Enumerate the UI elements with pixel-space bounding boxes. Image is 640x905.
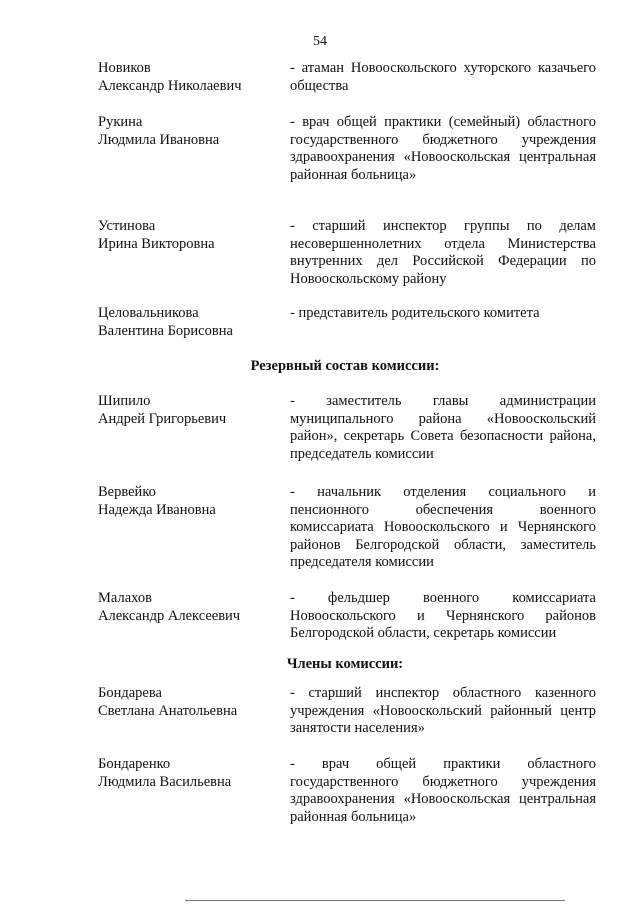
member-surname: Вервейко <box>98 484 156 500</box>
member-role: - старший инспектор областного казенного учреждения «Новооскольский районный центр занятости населения» <box>290 685 596 736</box>
member-name <box>98 484 278 519</box>
member-given-name: Александр Алексеевич <box>98 607 241 624</box>
member-role: - начальник отделения социального и пенсионного обеспечения военного комиссариата Новооскольского и Чернянского районов Белгородской области, заместитель председателя комиссии <box>290 484 596 570</box>
member-role: - атаман Новооскольского хуторского казачьего общества <box>290 60 596 94</box>
member-surname: Бондаренко <box>98 756 171 772</box>
member-name <box>98 756 278 791</box>
member-surname: Устинова <box>98 218 156 234</box>
member-role: - старший инспектор группы по делам несовершеннолетних отдела Министерства внутренних дел Российской Федерации по Новооскольскому району <box>290 218 596 287</box>
section-heading-members: Члены комиссии: <box>286 656 404 672</box>
member-given-name: Людмила Васильевна <box>98 773 232 790</box>
member-name <box>98 590 278 625</box>
member-surname: Целовальникова <box>98 305 199 321</box>
member-role: - врач общей практики (семейный) областного государственного бюджетного учреждения здравоохранения «Новооскольская центральная районная больница» <box>290 114 596 183</box>
member-name <box>98 60 278 95</box>
member-name <box>98 393 278 428</box>
page-number: 54 <box>313 34 327 49</box>
member-name <box>98 114 278 149</box>
member-given-name: Ирина Викторовна <box>98 235 215 252</box>
member-role: - фельдшер военного комиссариата Новооскольского и Чернянского районов Белгородской области, секретарь комиссии <box>290 590 596 641</box>
member-given-name: Валентина Борисовна <box>98 322 233 339</box>
member-name <box>98 685 278 720</box>
member-name <box>98 218 278 253</box>
member-role: - заместитель главы администрации муниципального района «Новооскольский район», секретарь Совета безопасности района, председатель комиссии <box>290 393 596 462</box>
member-role: - представитель родительского комитета <box>290 305 540 321</box>
member-surname: Малахов <box>98 590 152 606</box>
section-heading-reserve: Резервный состав комиссии: <box>250 358 440 374</box>
member-surname: Рукина <box>98 114 143 130</box>
member-role: - врач общей практики областного государственного бюджетного учреждения здравоохранения «Новооскольская центральная районная больница» <box>290 756 596 825</box>
member-name <box>98 305 278 340</box>
member-given-name: Светлана Анатольевна <box>98 702 238 719</box>
member-given-name: Андрей Григорьевич <box>98 410 227 427</box>
member-surname: Бондарева <box>98 685 162 701</box>
page-edge-rule <box>185 900 565 901</box>
member-given-name: Надежда Ивановна <box>98 501 216 518</box>
member-surname: Шипило <box>98 393 151 409</box>
member-given-name: Александр Николаевич <box>98 77 242 94</box>
member-surname: Новиков <box>98 60 151 76</box>
member-given-name: Людмила Ивановна <box>98 131 220 148</box>
